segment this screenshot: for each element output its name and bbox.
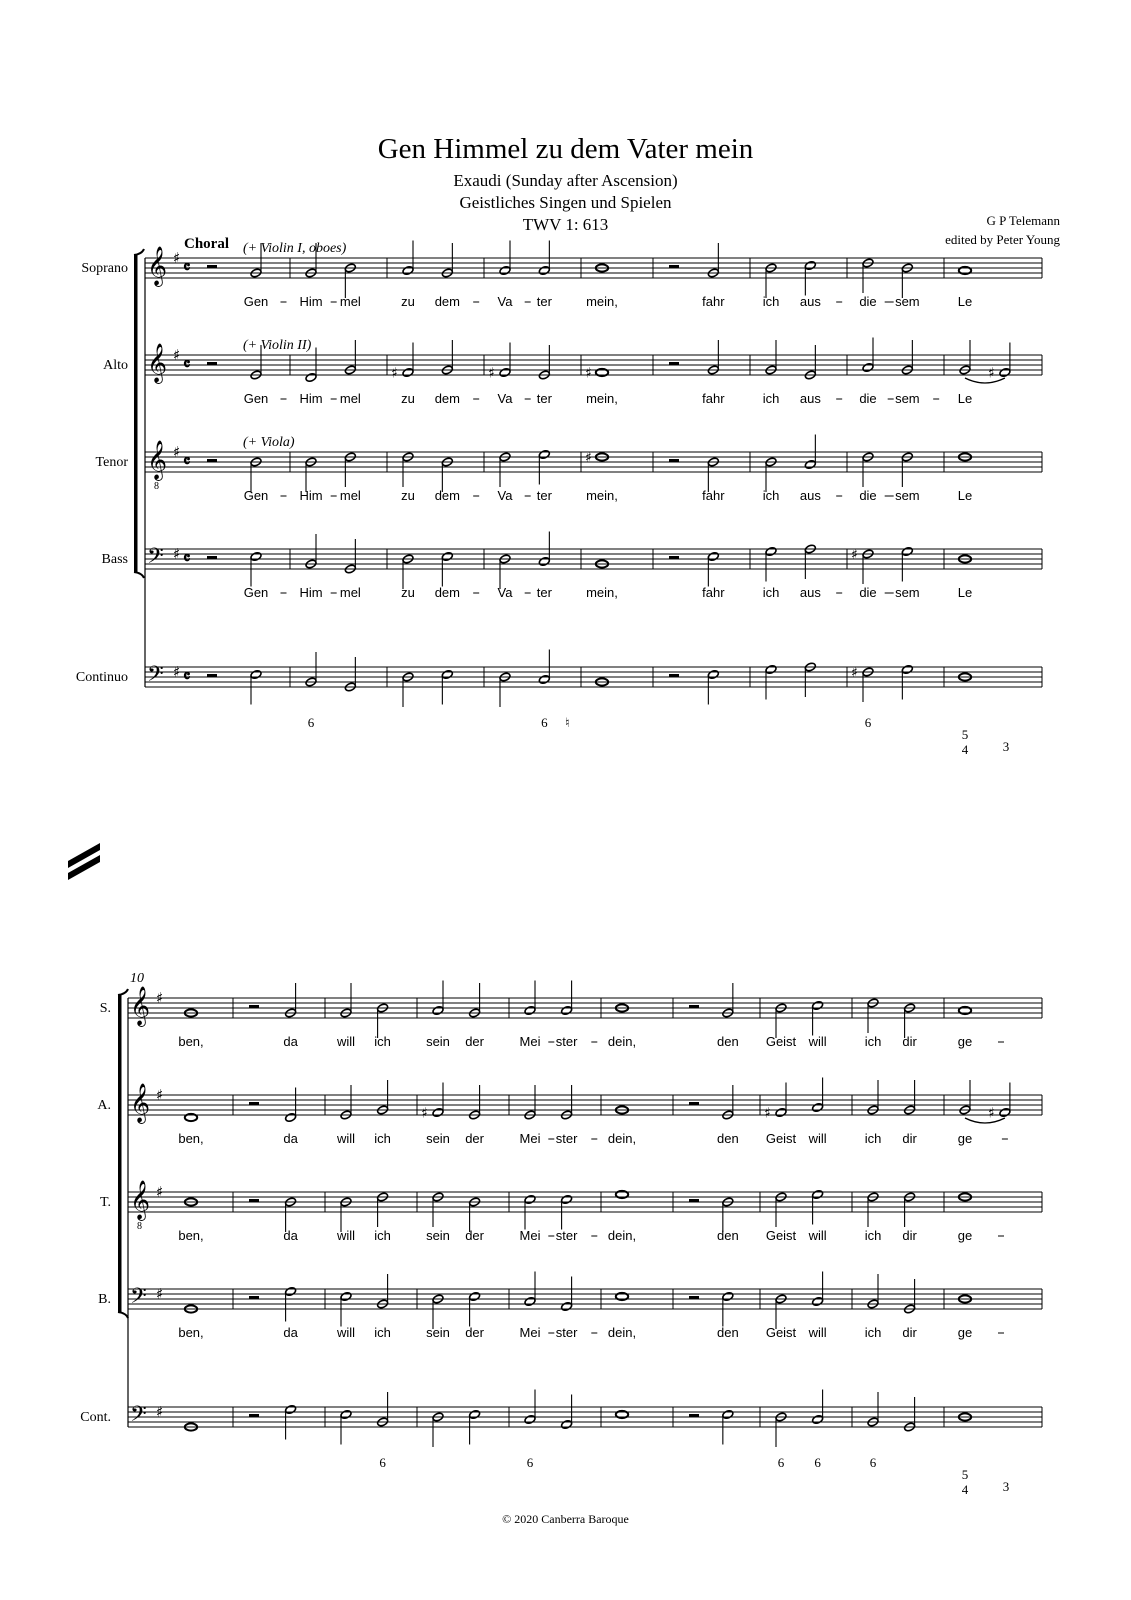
lyric-syllable: fahr bbox=[702, 391, 725, 406]
lyric-syllable: zu bbox=[401, 294, 415, 309]
figured-bass: 4 bbox=[961, 742, 969, 757]
lyric-syllable: zu bbox=[401, 585, 415, 600]
sharp-icon: ♯ bbox=[156, 1403, 164, 1421]
lyric-syllable: sem bbox=[895, 585, 920, 600]
lyric-syllable: die bbox=[859, 294, 877, 309]
lyric-syllable: fahr bbox=[702, 585, 725, 600]
treble-clef-icon: 𝄞 bbox=[130, 986, 151, 1026]
notehead bbox=[285, 1286, 297, 1296]
choir-bracket-hook bbox=[118, 1312, 128, 1318]
lyric-syllable: den bbox=[716, 1131, 739, 1146]
sharp-icon: ♯ bbox=[987, 365, 995, 382]
choir-bracket-hook bbox=[134, 249, 144, 255]
half-rest bbox=[249, 1199, 259, 1202]
figured-bass: 5 bbox=[961, 727, 969, 742]
sharp-icon: ♯ bbox=[764, 1105, 771, 1122]
lyric-syllable: Le bbox=[957, 294, 973, 309]
bass-clef-icon: 𝄢 bbox=[147, 662, 164, 692]
lyric-syllable: ich bbox=[374, 1228, 391, 1243]
notehead bbox=[561, 1419, 573, 1429]
staff-label: A. bbox=[97, 1098, 111, 1113]
notehead bbox=[561, 1194, 573, 1204]
whole-note bbox=[585, 366, 608, 382]
lyric-syllable: Him bbox=[299, 585, 323, 600]
lyric-syllable: aus bbox=[799, 391, 821, 406]
half-rest bbox=[669, 556, 679, 559]
lyric-syllable: die bbox=[859, 488, 877, 503]
figured-bass: 6 bbox=[777, 1455, 785, 1470]
sharp-icon: ♯ bbox=[156, 1183, 164, 1201]
slur bbox=[965, 1118, 1005, 1123]
lyric-syllable: dem bbox=[434, 585, 460, 600]
lyric-syllable: Le bbox=[957, 488, 973, 503]
bass-clef-icon: 𝄢 bbox=[130, 1402, 147, 1432]
notehead bbox=[499, 367, 511, 377]
staff-tenor bbox=[96, 435, 1042, 504]
lyric-syllable: ich bbox=[762, 294, 780, 309]
half-rest bbox=[689, 1005, 699, 1008]
lyric-syllable: ter bbox=[536, 585, 552, 600]
lyric-syllable: ster bbox=[555, 1131, 578, 1146]
lyric-syllable: ich bbox=[374, 1325, 391, 1340]
lyric-syllable: fahr bbox=[702, 488, 725, 503]
notehead bbox=[901, 664, 913, 674]
lyric-syllable: ich bbox=[374, 1131, 391, 1146]
staff-a bbox=[97, 1078, 1042, 1147]
notehead bbox=[775, 1107, 787, 1117]
lyric-syllable: will bbox=[336, 1034, 356, 1049]
notehead bbox=[538, 449, 550, 459]
notehead bbox=[524, 1296, 536, 1306]
notehead bbox=[561, 1005, 573, 1015]
lyric-syllable: ich bbox=[374, 1034, 391, 1049]
common-time-icon: 𝄴 bbox=[183, 549, 191, 569]
treble-clef-icon: 𝄞 bbox=[130, 1180, 151, 1220]
figured-bass: 3 bbox=[1002, 1479, 1010, 1494]
lyric-syllable: da bbox=[283, 1228, 298, 1243]
treble-clef-icon: 𝄞 bbox=[147, 343, 168, 383]
half-rest bbox=[669, 459, 679, 462]
lyric-syllable: ter bbox=[536, 391, 552, 406]
lyric-syllable: fahr bbox=[702, 294, 725, 309]
choir-bracket bbox=[134, 255, 138, 572]
notehead bbox=[250, 551, 262, 561]
lyric-syllable: Va bbox=[497, 391, 513, 406]
instrumentation-note: (+ Violin I, oboes) bbox=[243, 241, 347, 256]
figured-bass: 6 bbox=[869, 1455, 877, 1470]
half-rest bbox=[207, 556, 217, 559]
notehead bbox=[722, 1291, 734, 1301]
figured-bass: 5 bbox=[961, 1467, 969, 1482]
subtitle-occasion: Exaudi (Sunday after Ascension) bbox=[453, 171, 678, 190]
notehead bbox=[499, 265, 511, 275]
lyric-syllable: da bbox=[283, 1034, 298, 1049]
lyric-syllable: ster bbox=[555, 1228, 578, 1243]
editor-credit: edited by Peter Young bbox=[945, 232, 1060, 247]
lyric-syllable: sem bbox=[895, 488, 920, 503]
common-time-icon: 𝄴 bbox=[183, 258, 191, 278]
lyric-syllable: den bbox=[716, 1034, 739, 1049]
staff-label: Soprano bbox=[81, 261, 128, 276]
page-title: Gen Himmel zu dem Vater mein bbox=[377, 133, 754, 165]
notehead bbox=[469, 1409, 481, 1419]
half-note bbox=[764, 1083, 787, 1122]
sharp-icon: ♯ bbox=[488, 365, 495, 382]
lyric-syllable: mel bbox=[339, 391, 361, 406]
slur bbox=[965, 378, 1005, 383]
half-rest bbox=[689, 1199, 699, 1202]
lyric-syllable: der bbox=[465, 1131, 484, 1146]
lyric-syllable: den bbox=[716, 1228, 739, 1243]
lyric-syllable: Geist bbox=[765, 1131, 797, 1146]
lyric-syllable: ben, bbox=[178, 1131, 204, 1146]
lyric-syllable: ich bbox=[864, 1228, 882, 1243]
sharp-icon: ♯ bbox=[851, 665, 858, 681]
lyric-syllable: Le bbox=[957, 391, 973, 406]
lyric-syllable: ben, bbox=[178, 1034, 204, 1049]
notehead bbox=[804, 260, 816, 270]
lyric-syllable: Va bbox=[497, 294, 513, 309]
half-rest bbox=[669, 674, 679, 677]
system-1 bbox=[76, 236, 1042, 757]
figured-bass: 6 bbox=[379, 1455, 386, 1470]
half-note bbox=[988, 1083, 1011, 1122]
staff-label: Bass bbox=[101, 552, 128, 567]
system-2 bbox=[80, 971, 1042, 1497]
lyric-syllable: Him bbox=[299, 391, 323, 406]
lyric-syllable: ge bbox=[957, 1228, 973, 1243]
lyric-syllable: den bbox=[716, 1325, 739, 1340]
notehead bbox=[340, 1291, 352, 1301]
notehead bbox=[765, 664, 777, 674]
half-rest bbox=[207, 459, 217, 462]
notehead bbox=[999, 1107, 1011, 1117]
lyric-syllable: mel bbox=[339, 294, 361, 309]
lyric-syllable: Le bbox=[957, 585, 973, 600]
lyric-syllable: mein, bbox=[586, 391, 618, 406]
staff-b bbox=[98, 1272, 1042, 1341]
notehead bbox=[862, 362, 874, 372]
measure-number: 10 bbox=[130, 971, 144, 986]
lyric-syllable: Geist bbox=[765, 1228, 797, 1243]
copyright-notice: © 2020 Canberra Baroque bbox=[502, 1512, 629, 1526]
notehead bbox=[707, 669, 719, 679]
staff-label: Cont. bbox=[80, 1410, 111, 1425]
sharp-icon: ♯ bbox=[173, 545, 181, 563]
lyric-syllable: ich bbox=[762, 488, 780, 503]
lyric-syllable: der bbox=[465, 1325, 484, 1340]
treble-clef-icon: 𝄞 bbox=[147, 440, 168, 480]
lyric-syllable: da bbox=[283, 1131, 298, 1146]
sharp-icon: ♯ bbox=[851, 547, 858, 563]
lyric-syllable: die bbox=[859, 391, 877, 406]
notehead bbox=[432, 1005, 444, 1015]
figured-bass: 3 bbox=[1002, 739, 1010, 754]
lyric-syllable: ich bbox=[864, 1034, 882, 1049]
lyric-syllable: Gen bbox=[243, 294, 269, 309]
notehead bbox=[999, 367, 1011, 377]
lyric-syllable: zu bbox=[401, 488, 415, 503]
notehead bbox=[524, 1194, 536, 1204]
figured-bass: 6 bbox=[526, 1455, 534, 1470]
notehead bbox=[707, 551, 719, 561]
sharp-icon: ♯ bbox=[173, 663, 181, 681]
staff-alto bbox=[103, 338, 1042, 407]
lyric-syllable: mein, bbox=[586, 585, 618, 600]
lyric-syllable: sein bbox=[426, 1325, 450, 1340]
subtitle-catalogue: TWV 1: 613 bbox=[522, 215, 609, 234]
sharp-icon: ♯ bbox=[156, 1086, 164, 1104]
notehead bbox=[524, 1414, 536, 1424]
lyric-syllable: ich bbox=[864, 1325, 882, 1340]
notehead bbox=[285, 1112, 297, 1122]
lyric-syllable: dein, bbox=[607, 1131, 637, 1146]
notehead bbox=[432, 1107, 444, 1117]
half-note bbox=[988, 343, 1011, 382]
lyric-syllable: mein, bbox=[586, 294, 618, 309]
lyric-syllable: dem bbox=[434, 488, 460, 503]
half-rest bbox=[669, 362, 679, 365]
lyric-syllable: will bbox=[808, 1131, 827, 1146]
common-time-icon: 𝄴 bbox=[183, 355, 191, 375]
lyric-syllable: Gen bbox=[243, 488, 269, 503]
lyric-syllable: aus bbox=[799, 585, 821, 600]
choir-bracket-hook bbox=[134, 572, 144, 578]
lyric-syllable: Mei bbox=[519, 1131, 541, 1146]
staff-label: Continuo bbox=[75, 670, 128, 685]
tempo-marking: Choral bbox=[184, 236, 229, 252]
lyric-syllable: Mei bbox=[519, 1034, 541, 1049]
staff-continuo bbox=[76, 650, 1042, 758]
lyric-syllable: mein, bbox=[586, 488, 618, 503]
lyric-syllable: sem bbox=[895, 294, 920, 309]
lyric-syllable: ge bbox=[957, 1325, 973, 1340]
lyric-syllable: dem bbox=[434, 294, 460, 309]
treble-clef-icon: 𝄞 bbox=[130, 1083, 151, 1123]
notehead bbox=[538, 556, 550, 566]
lyric-syllable: will bbox=[336, 1228, 356, 1243]
lyric-syllable: Mei bbox=[519, 1325, 541, 1340]
lyric-syllable: Gen bbox=[243, 585, 269, 600]
lyric-syllable: sein bbox=[426, 1131, 450, 1146]
notehead bbox=[538, 265, 550, 275]
notehead bbox=[441, 669, 453, 679]
instrumentation-note: (+ Viola) bbox=[243, 435, 295, 450]
lyric-syllable: Va bbox=[497, 585, 513, 600]
lyric-syllable: Him bbox=[299, 488, 323, 503]
lyric-syllable: Him bbox=[299, 294, 323, 309]
half-rest bbox=[249, 1005, 259, 1008]
notehead bbox=[722, 1409, 734, 1419]
lyric-syllable: Geist bbox=[765, 1325, 797, 1340]
half-rest bbox=[207, 674, 217, 677]
notehead bbox=[901, 546, 913, 556]
sharp-icon: ♯ bbox=[421, 1105, 428, 1122]
staff-bass bbox=[102, 532, 1042, 601]
figured-bass: ♮ bbox=[565, 715, 570, 730]
staff-label: T. bbox=[99, 1195, 111, 1210]
lyric-syllable: dein, bbox=[607, 1325, 637, 1340]
lyric-syllable: dem bbox=[434, 391, 460, 406]
lyric-syllable: aus bbox=[799, 294, 821, 309]
notehead bbox=[538, 674, 550, 684]
sharp-icon: ♯ bbox=[173, 443, 181, 461]
lyric-syllable: Mei bbox=[519, 1228, 541, 1243]
subtitle-collection: Geistliches Singen und Spielen bbox=[459, 193, 672, 212]
half-note bbox=[421, 1083, 444, 1122]
lyric-syllable: dir bbox=[902, 1325, 917, 1340]
choir-bracket-hook bbox=[118, 989, 128, 995]
figured-bass: 6 bbox=[864, 715, 872, 730]
half-rest bbox=[249, 1414, 259, 1417]
staff-label: Tenor bbox=[95, 455, 128, 470]
lyric-syllable: der bbox=[465, 1228, 484, 1243]
notehead bbox=[469, 1291, 481, 1301]
notehead bbox=[305, 372, 317, 382]
lyric-syllable: mel bbox=[339, 585, 361, 600]
notehead bbox=[812, 1414, 824, 1424]
notehead bbox=[402, 265, 414, 275]
half-note bbox=[851, 665, 874, 702]
lyric-syllable: dein, bbox=[607, 1034, 637, 1049]
half-rest bbox=[669, 265, 679, 268]
lyric-syllable: aus bbox=[799, 488, 821, 503]
figured-bass: 6 bbox=[307, 715, 315, 730]
lyric-syllable: ben, bbox=[178, 1325, 204, 1340]
staff-t bbox=[100, 1180, 1042, 1243]
half-rest bbox=[689, 1414, 699, 1417]
notehead bbox=[812, 1189, 824, 1199]
notehead bbox=[812, 1102, 824, 1112]
lyric-syllable: will bbox=[808, 1034, 827, 1049]
lyric-syllable: sein bbox=[426, 1228, 450, 1243]
figured-bass: 6 bbox=[814, 1455, 821, 1470]
lyric-syllable: dir bbox=[902, 1228, 917, 1243]
notehead bbox=[250, 669, 262, 679]
sharp-icon: ♯ bbox=[391, 365, 398, 382]
lyric-syllable: Gen bbox=[243, 391, 269, 406]
octave-eight-mark: 8 bbox=[154, 481, 159, 492]
sharp-icon: ♯ bbox=[987, 1105, 995, 1122]
bass-clef-icon: 𝄢 bbox=[130, 1284, 147, 1314]
system-break-mark bbox=[68, 843, 100, 880]
half-note bbox=[851, 547, 874, 584]
composer-credit: G P Telemann bbox=[986, 213, 1060, 228]
lyric-syllable: zu bbox=[401, 391, 415, 406]
lyric-syllable: will bbox=[808, 1325, 827, 1340]
notehead bbox=[765, 546, 777, 556]
figured-bass: 6 bbox=[541, 715, 548, 730]
notehead bbox=[441, 551, 453, 561]
lyric-syllable: Geist bbox=[765, 1034, 797, 1049]
lyric-syllable: ter bbox=[536, 294, 552, 309]
notehead bbox=[340, 1409, 352, 1419]
notehead bbox=[804, 459, 816, 469]
lyric-syllable: ter bbox=[536, 488, 552, 503]
notehead bbox=[285, 1404, 297, 1414]
notehead bbox=[812, 1296, 824, 1306]
sharp-icon: ♯ bbox=[585, 450, 592, 466]
lyric-syllable: ster bbox=[555, 1325, 578, 1340]
figured-bass: 4 bbox=[961, 1482, 969, 1497]
notehead bbox=[402, 367, 414, 377]
lyric-syllable: dein, bbox=[607, 1228, 637, 1243]
half-rest bbox=[207, 362, 217, 365]
half-rest bbox=[689, 1102, 699, 1105]
instrumentation-note: (+ Violin II) bbox=[243, 338, 312, 353]
lyric-syllable: ich bbox=[762, 391, 780, 406]
staff-label: B. bbox=[98, 1292, 111, 1307]
sharp-icon: ♯ bbox=[173, 346, 181, 364]
lyric-syllable: dir bbox=[902, 1131, 917, 1146]
octave-eight-mark: 8 bbox=[137, 1221, 142, 1232]
lyric-syllable: die bbox=[859, 585, 877, 600]
lyric-syllable: da bbox=[283, 1325, 298, 1340]
half-rest bbox=[249, 1102, 259, 1105]
sharp-icon: ♯ bbox=[156, 989, 164, 1007]
staff-label: Alto bbox=[103, 358, 128, 373]
sharp-icon: ♯ bbox=[585, 365, 592, 382]
lyric-syllable: will bbox=[336, 1131, 356, 1146]
notehead bbox=[524, 1005, 536, 1015]
half-rest bbox=[689, 1296, 699, 1299]
lyric-syllable: ich bbox=[864, 1131, 882, 1146]
half-note bbox=[391, 343, 414, 382]
choir-bracket bbox=[118, 995, 122, 1312]
staff-label: S. bbox=[99, 1001, 111, 1016]
lyric-syllable: ben, bbox=[178, 1228, 204, 1243]
lyric-syllable: will bbox=[808, 1228, 827, 1243]
lyric-syllable: ge bbox=[957, 1034, 973, 1049]
notehead bbox=[561, 1301, 573, 1311]
sharp-icon: ♯ bbox=[156, 1285, 164, 1303]
bass-clef-icon: 𝄢 bbox=[147, 544, 164, 574]
half-rest bbox=[207, 265, 217, 268]
lyric-syllable: mel bbox=[339, 488, 361, 503]
common-time-icon: 𝄴 bbox=[183, 667, 191, 687]
lyric-syllable: der bbox=[465, 1034, 484, 1049]
lyric-syllable: dir bbox=[902, 1034, 917, 1049]
staff-continuo bbox=[80, 1390, 1042, 1498]
half-note bbox=[488, 343, 511, 382]
lyric-syllable: sein bbox=[426, 1034, 450, 1049]
notehead bbox=[812, 1000, 824, 1010]
lyric-syllable: ich bbox=[762, 585, 780, 600]
treble-clef-icon: 𝄞 bbox=[147, 246, 168, 286]
common-time-icon: 𝄴 bbox=[183, 452, 191, 472]
lyric-syllable: ge bbox=[957, 1131, 973, 1146]
lyric-syllable: sem bbox=[895, 391, 920, 406]
lyric-syllable: ster bbox=[555, 1034, 578, 1049]
lyric-syllable: will bbox=[336, 1325, 356, 1340]
sharp-icon: ♯ bbox=[173, 249, 181, 267]
lyric-syllable: Va bbox=[497, 488, 513, 503]
half-rest bbox=[249, 1296, 259, 1299]
staff-s bbox=[100, 981, 1042, 1050]
